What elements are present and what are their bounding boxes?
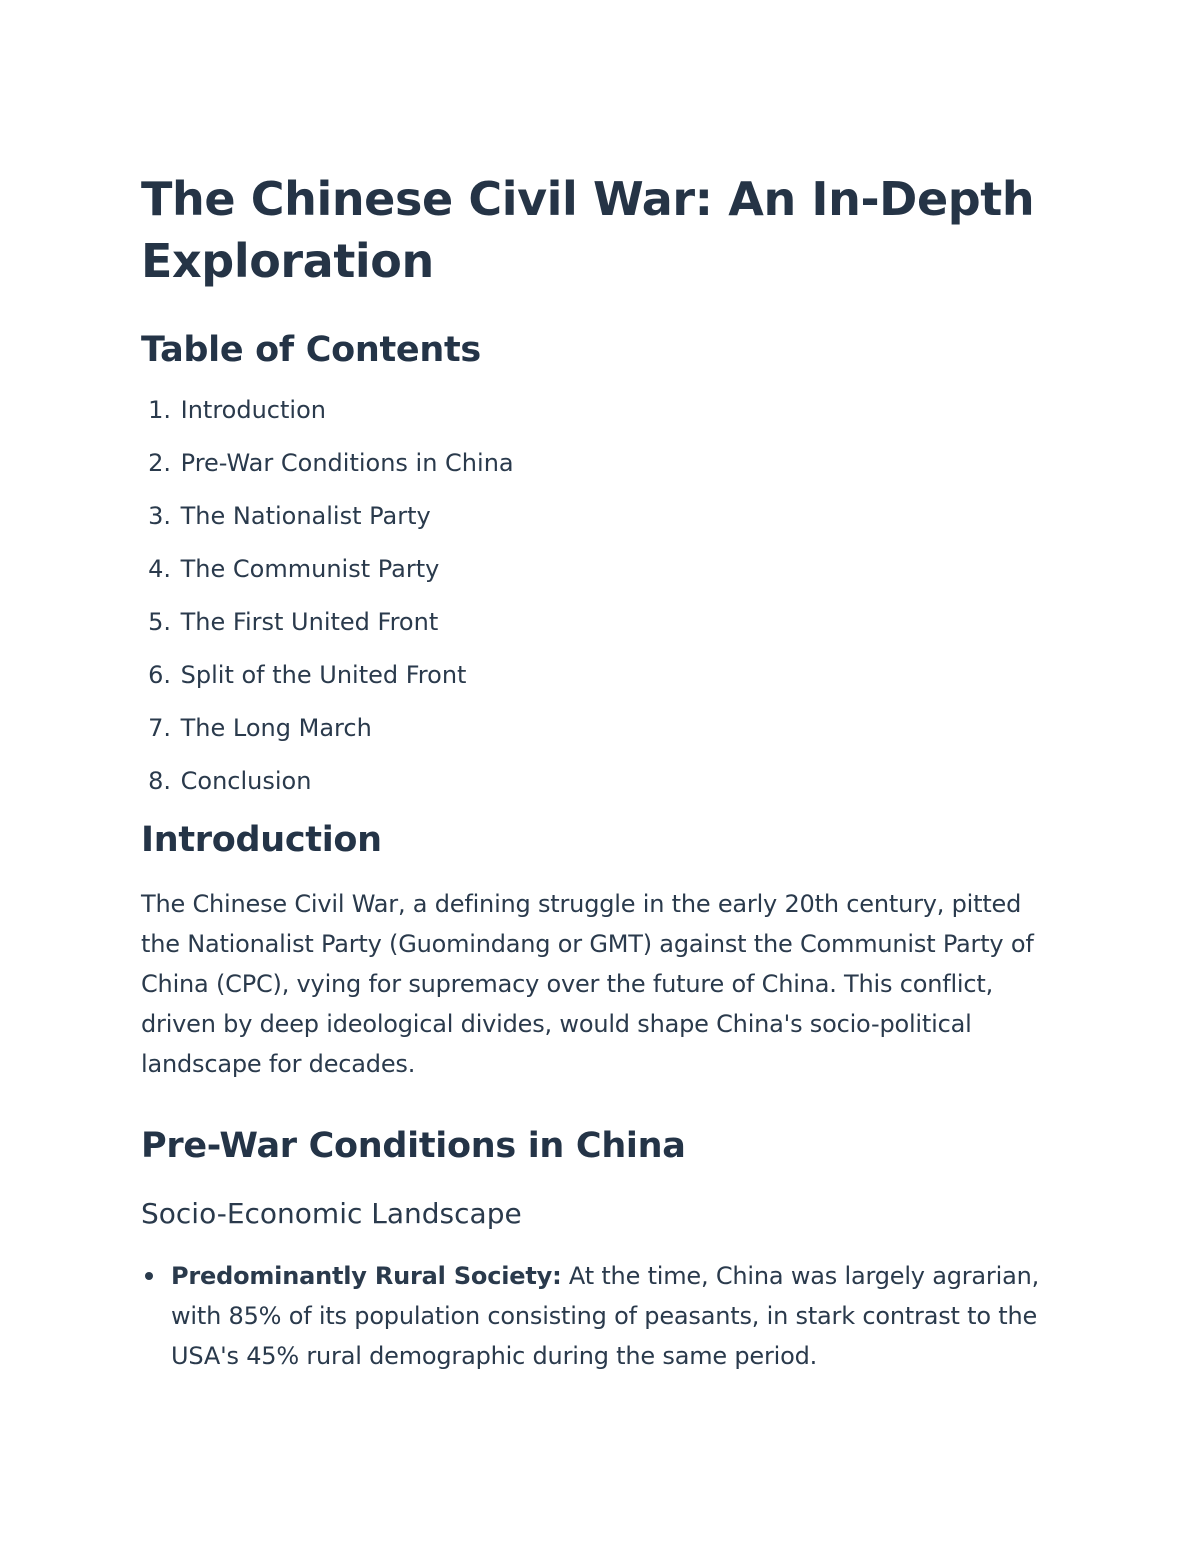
toc-item-label: The Long March <box>180 714 372 742</box>
bullet-text: At the time, China was largely agrarian, with 85% of its population consisting of peasants, in stark contrast to the USA's 45% rural demographic during the same period. <box>171 1262 1040 1370</box>
toc-item-label: Pre-War Conditions in China <box>180 449 514 477</box>
introduction-heading: Introduction <box>141 820 382 860</box>
toc-item-conclusion[interactable] <box>141 765 1061 797</box>
pre-war-conditions-heading: Pre-War Conditions in China <box>141 1126 686 1166</box>
toc-item-split-united-front[interactable] <box>141 659 1061 691</box>
toc-item-label: The First United Front <box>180 608 439 636</box>
document-title: The Chinese Civil War: An In-Depth Exploration <box>141 172 1035 288</box>
toc-item-label: Conclusion <box>180 767 312 795</box>
toc-item-nationalist-party[interactable] <box>141 500 1061 532</box>
socio-economic-bullet-list <box>141 1256 1061 1376</box>
toc-item-pre-war-conditions[interactable] <box>141 447 1061 479</box>
toc-item-label: The Nationalist Party <box>180 502 431 530</box>
toc-item-number: 8. <box>148 767 171 795</box>
toc-item-communist-party[interactable] <box>141 553 1061 585</box>
toc-item-introduction[interactable] <box>141 394 1061 426</box>
table-of-contents <box>141 394 1061 797</box>
toc-heading: Table of Contents <box>141 330 481 370</box>
toc-item-label: Split of the United Front <box>180 661 467 689</box>
toc-item-number: 1. <box>148 396 171 424</box>
bullet-label: Predominantly Rural Society: <box>171 1262 562 1290</box>
toc-item-number: 4. <box>148 555 171 583</box>
toc-item-number: 5. <box>148 608 171 636</box>
socio-economic-subheading: Socio-Economic Landscape <box>141 1197 522 1230</box>
document-page <box>141 168 1061 1376</box>
toc-item-long-march[interactable] <box>141 712 1061 744</box>
toc-item-number: 3. <box>148 502 171 530</box>
toc-item-first-united-front[interactable] <box>141 606 1061 638</box>
toc-item-number: 2. <box>148 449 171 477</box>
toc-item-number: 6. <box>148 661 171 689</box>
introduction-paragraph: The Chinese Civil War, a defining struggle in the early 20th century, pitted the Nationalist Party (Guomindang or GMT) against the Communist Party of China (CPC), vying for supremacy over the future of China. This conflict, driven by deep ideological divides, would shape China's socio-political landscape for decades. <box>141 890 1034 1078</box>
toc-item-number: 7. <box>148 714 171 742</box>
toc-item-label: Introduction <box>180 396 326 424</box>
toc-item-label: The Communist Party <box>180 555 440 583</box>
bullet-dot-icon <box>145 1272 153 1280</box>
list-item <box>141 1256 1061 1376</box>
